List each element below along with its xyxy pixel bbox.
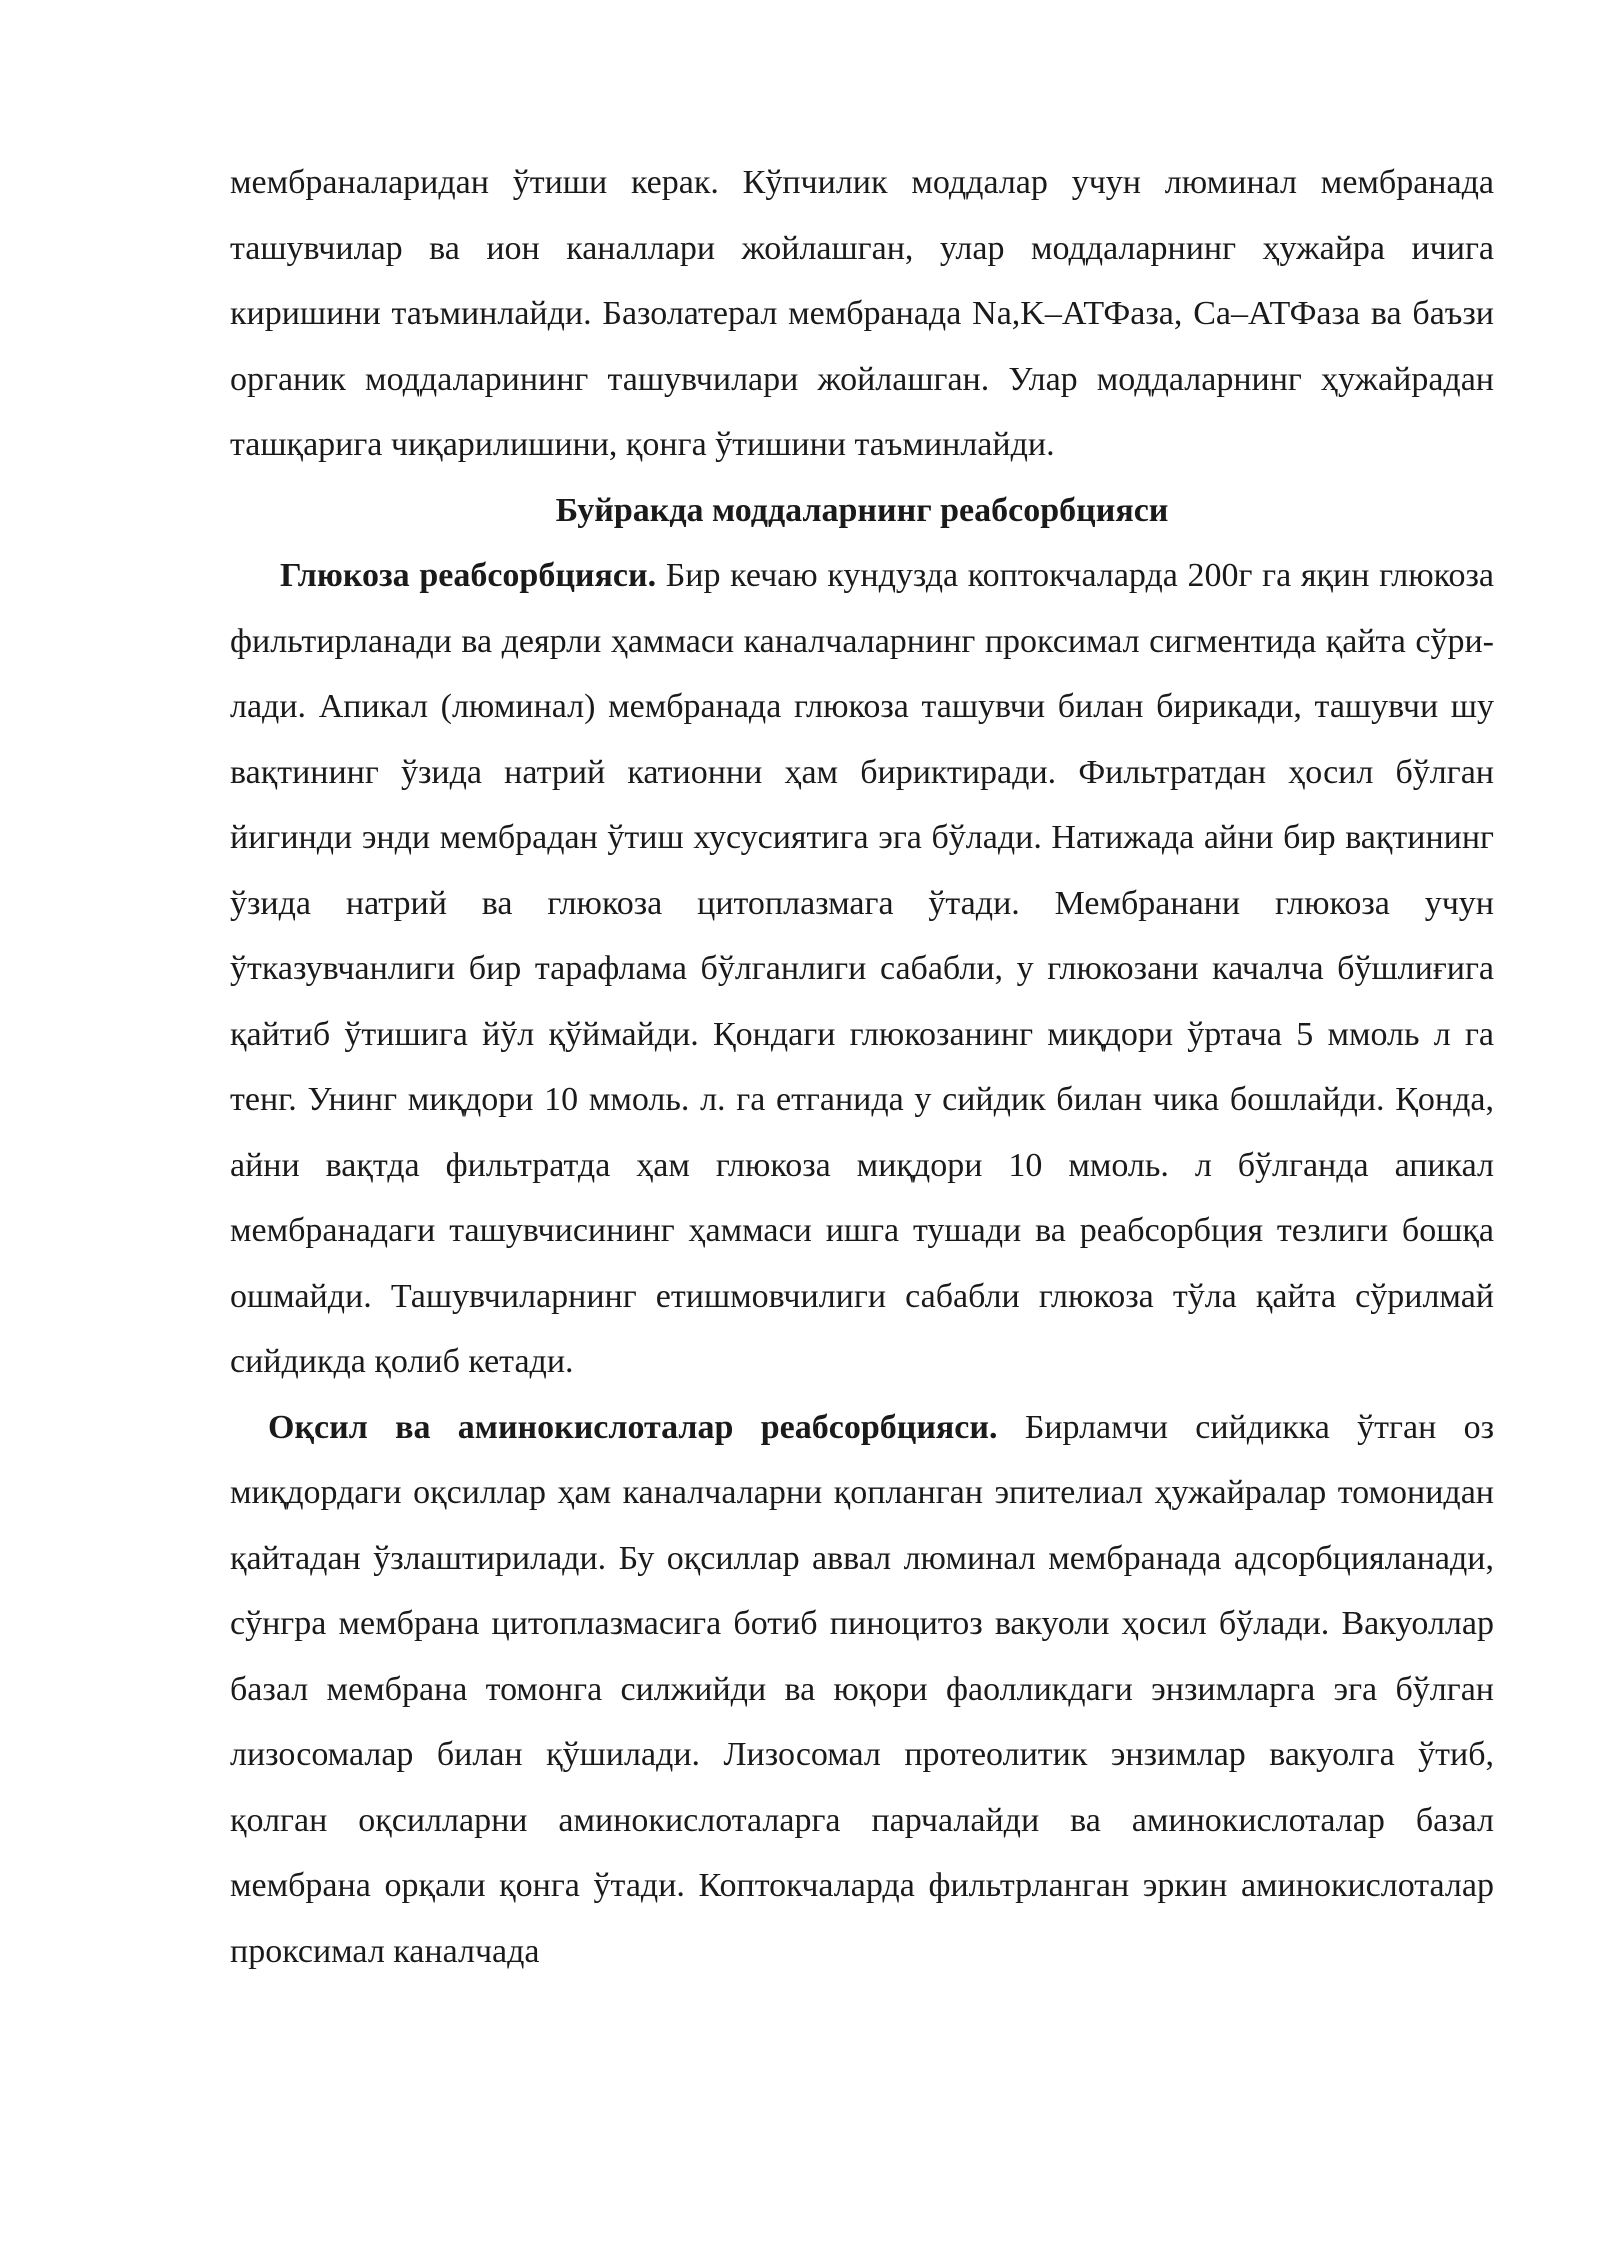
document-page [230, 150, 1494, 1984]
glucose-text: Бир кечаю кундузда коптокчаларда 200г га яқин глюкоза фильтирланади ва деярли ҳаммаси каналчаларнинг проксимал сигментида қайта сўри-лади. Апикал (люминал) мембранада глюкоза ташувчи билан бирикади, ташувчи шу вақтининг ўзида натрий катионни ҳам бириктиради. Фильтратдан ҳосил бўлган йигинди энди мембрадан ўтиш хусусиятига эга бўлади. Натижада айни бир вақтининг ўзида натрий ва глюкоза цитоплазмага ўтади. Мембранани глюкоза учун ўтказувчанлиги бир тарафлама бўлганлиги сабабли, у глюкозани качалча бўшлиғига қайтиб ўтишига йўл қўймайди. Қондаги глюкозанинг миқдори ўртача 5 ммоль л га тенг. Унинг миқдори 10 ммоль. л. га етганида у сийдик билан чика бошлайди. Қонда, айни вақтда фильтратда ҳам глюкоза миқдори 10 ммоль. л бўлганда апикал мембранадаги ташувчисининг ҳаммаси ишга тушади ва реабсорбция тезлиги бошқа ошмайди. Ташувчиларнинг етишмовчилиги сабабли глюкоза тўла қайта сўрилмай сийдикда қолиб кетади. [230, 557, 1494, 1380]
protein-lead: Оқсил ва аминокислоталар реабсорбцияси. [268, 1408, 998, 1446]
intro-paragraph: мембраналаридан ўтиши керак. Кўпчилик моддалар учун люминал мембранада ташувчилар ва ион каналлари жойлашган, улар моддаларнинг ҳужайра ичига киришини таъминлайди. Базолатерал мембранада Na,K–АТФаза, Ca–АТФаза ва баъзи органик моддаларининг ташувчилари жойлашган. Улар моддаларнинг ҳужайрадан ташқарига чиқарилишини, қонга ўтишини таъминлайди. [230, 164, 1494, 463]
protein-text: Бирламчи сийдикка ўтган оз миқдордаги оқсиллар ҳам каналчаларни қопланган эпителиал ҳужайралар томонидан қайтадан ўзлаштирилади. Бу оқсиллар аввал люминал мембранада адсорбцияланади, сўнгра мембрана цитоплазмасига ботиб пиноцитоз вакуоли ҳосил бўлади. Вакуоллар базал мембрана томонга силжийди ва юқори фаолликдаги энзимларга эга бўлган лизосомалар билан қўшилади. Лизосомал протеолитик энзимлар вакуолга ўтиб, қолган оқсилларни аминокислоталарга парчалайди ва аминокислоталар базал мембрана орқали қонга ўтади. Коптокчаларда фильтрланган эркин аминокислоталар проксимал каналчада [230, 1408, 1495, 1970]
glucose-lead: Глюкоза реабсорбцияси. [280, 557, 657, 594]
protein-paragraph [230, 1395, 1494, 1985]
glucose-paragraph [230, 543, 1494, 1395]
section-heading: Буйракда моддаларнинг реабсорбцияси [555, 491, 1169, 529]
